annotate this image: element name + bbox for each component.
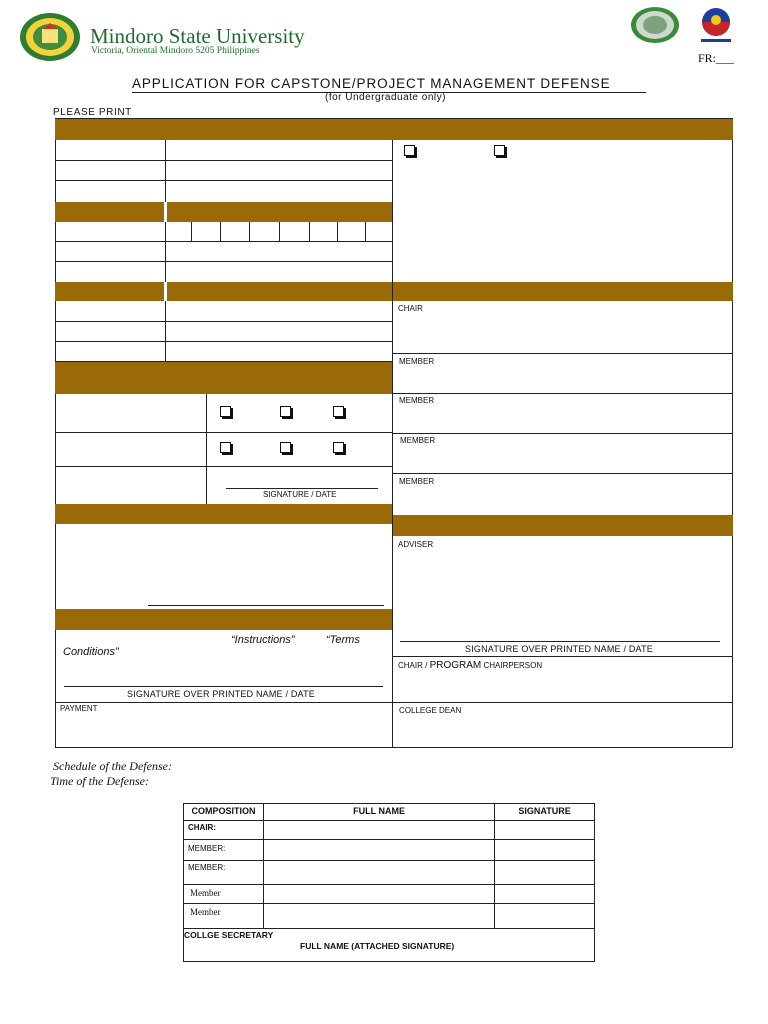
applicant-signature-line bbox=[64, 686, 383, 687]
option-checkbox[interactable] bbox=[404, 145, 415, 156]
info-row-line bbox=[55, 321, 392, 322]
university-name: Mindoro State University bbox=[90, 24, 305, 48]
program-chair-label: CHAIR / PROGRAM CHAIRPERSON bbox=[398, 660, 543, 671]
option-checkbox[interactable] bbox=[220, 406, 231, 417]
instructions-quote: “Instructions” bbox=[231, 634, 295, 646]
full-name-cell[interactable] bbox=[263, 904, 494, 929]
full-name-cell[interactable] bbox=[263, 840, 494, 861]
remarks-signature-line bbox=[148, 605, 384, 606]
column-header: COMPOSITION bbox=[184, 804, 264, 821]
signature-line bbox=[226, 488, 378, 489]
table-row bbox=[184, 885, 595, 904]
panel-member-label: MEMBER bbox=[399, 357, 435, 366]
table-header-row bbox=[184, 804, 595, 821]
section-header-bar bbox=[55, 609, 392, 630]
conditions-quote: Conditions” bbox=[63, 646, 119, 658]
id-number-cells[interactable] bbox=[165, 222, 392, 241]
composition-table bbox=[183, 803, 595, 962]
option-row-line bbox=[55, 432, 392, 433]
section-header-bar bbox=[393, 282, 733, 301]
signature-cell[interactable] bbox=[495, 821, 595, 840]
adviser-signature-line bbox=[400, 641, 720, 642]
option-checkbox[interactable] bbox=[333, 406, 344, 417]
university-address: Victoria, Oriental Mindoro 5205 Philippines bbox=[91, 46, 260, 56]
info-row-line bbox=[55, 160, 392, 161]
time-label: Time of the Defense: bbox=[50, 774, 149, 788]
panel-row-line bbox=[393, 393, 733, 394]
panel-adviser-label: ADVISER bbox=[398, 540, 434, 549]
option-checkbox[interactable] bbox=[280, 442, 291, 453]
panel-row-line bbox=[393, 656, 733, 657]
option-checkbox[interactable] bbox=[494, 145, 505, 156]
secondary-seal bbox=[630, 6, 680, 44]
full-name-cell[interactable] bbox=[263, 885, 494, 904]
adviser-signature-caption: SIGNATURE OVER PRINTED NAME / DATE bbox=[465, 644, 653, 654]
section-header-bar bbox=[393, 515, 733, 536]
section-header-bar bbox=[55, 282, 392, 301]
university-seal bbox=[18, 12, 82, 62]
panel-member-label: MEMBER bbox=[399, 477, 435, 486]
column-header: SIGNATURE bbox=[495, 804, 595, 821]
table-row bbox=[184, 840, 595, 861]
secretary-row bbox=[184, 929, 595, 962]
section-header-bar bbox=[55, 119, 733, 140]
table-row bbox=[184, 821, 595, 840]
signature-cell[interactable] bbox=[495, 885, 595, 904]
option-checkbox[interactable] bbox=[220, 442, 231, 453]
table-row bbox=[184, 861, 595, 885]
schedule-label: Schedule of the Defense: bbox=[53, 759, 172, 773]
form-reference: FR:___ bbox=[698, 51, 735, 65]
option-checkbox[interactable] bbox=[333, 442, 344, 453]
full-name-cell[interactable] bbox=[263, 861, 494, 885]
secretary-note: FULL NAME (ATTACHED SIGNATURE) bbox=[300, 941, 455, 951]
secretary-cell[interactable] bbox=[184, 929, 595, 962]
form-title: APPLICATION FOR CAPSTONE/PROJECT MANAGEMENT DEFENSE bbox=[132, 76, 611, 91]
please-print-label: PLEASE PRINT bbox=[53, 107, 132, 118]
info-row-line bbox=[55, 241, 392, 242]
column-header: FULL NAME bbox=[263, 804, 494, 821]
panel-member-label: MEMBER bbox=[400, 436, 436, 445]
section-header-bar bbox=[55, 202, 392, 222]
composition-cell: Member bbox=[184, 885, 264, 904]
section-header-bar bbox=[55, 362, 392, 394]
bar-divider bbox=[164, 282, 167, 301]
full-name-cell[interactable] bbox=[263, 821, 494, 840]
signature-date-caption: SIGNATURE / DATE bbox=[263, 490, 337, 499]
info-row-line bbox=[55, 341, 392, 342]
panel-row-line bbox=[393, 433, 733, 434]
payment-label: PAYMENT bbox=[60, 704, 98, 713]
option-label-divider bbox=[206, 394, 207, 504]
composition-cell: MEMBER: bbox=[184, 861, 264, 885]
option-row-line bbox=[55, 466, 392, 467]
secretary-label: COLLGE SECRETARY bbox=[184, 930, 274, 940]
table-row bbox=[184, 904, 595, 929]
panel-row-line bbox=[393, 353, 733, 354]
composition-cell: MEMBER: bbox=[184, 840, 264, 861]
panel-row-line bbox=[393, 702, 733, 703]
applicant-signature-caption: SIGNATURE OVER PRINTED NAME / DATE bbox=[127, 689, 315, 699]
panel-row-line bbox=[393, 473, 733, 474]
composition-cell: Member bbox=[184, 904, 264, 929]
signature-cell[interactable] bbox=[495, 840, 595, 861]
terms-quote: “Terms bbox=[326, 634, 360, 646]
option-checkbox[interactable] bbox=[280, 406, 291, 417]
panel-chair-label: CHAIR bbox=[398, 304, 423, 313]
section-header-bar bbox=[55, 504, 392, 524]
info-field-divider bbox=[165, 140, 166, 202]
form-subtitle: (for Undergraduate only) bbox=[325, 92, 446, 103]
bagong-pilipinas-logo bbox=[695, 6, 737, 44]
college-dean-label: COLLEGE DEAN bbox=[399, 706, 462, 715]
panel-member-label: MEMBER bbox=[399, 396, 435, 405]
payment-row-line bbox=[55, 702, 392, 703]
info-row-line bbox=[55, 261, 392, 262]
signature-cell[interactable] bbox=[495, 861, 595, 885]
info-row-line bbox=[55, 180, 392, 181]
signature-cell[interactable] bbox=[495, 904, 595, 929]
composition-cell: CHAIR: bbox=[184, 821, 264, 840]
bar-divider bbox=[164, 202, 167, 222]
info-field-divider bbox=[165, 301, 166, 362]
